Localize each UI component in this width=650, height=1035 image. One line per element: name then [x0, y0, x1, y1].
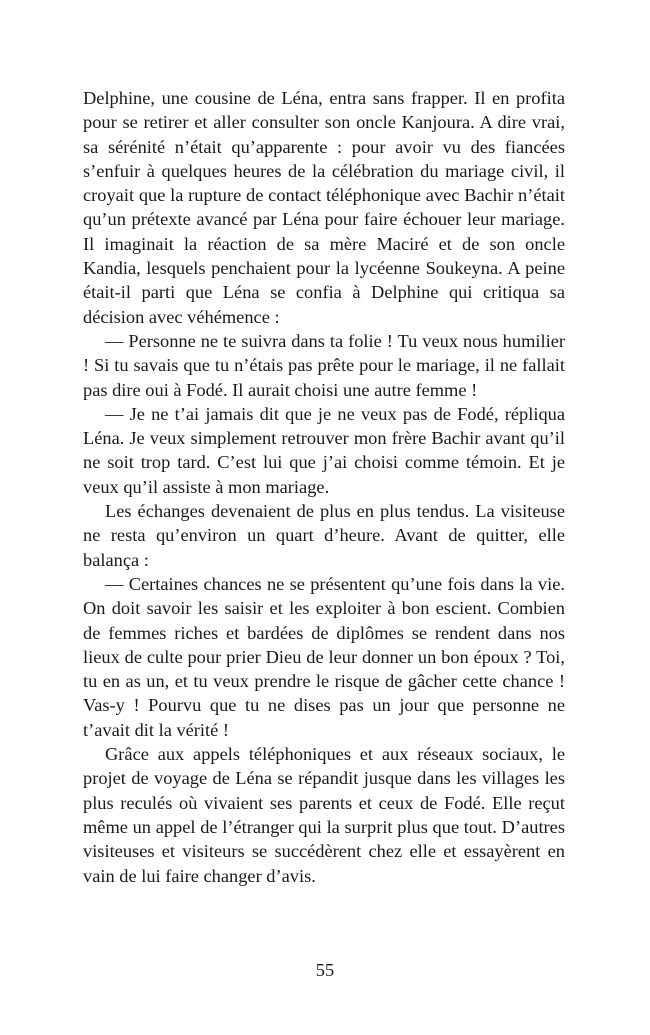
paragraph: Les échanges devenaient de plus en plus tendus. La visiteuse ne resta qu’environ un quart d’heure. Avant de quitter, elle balança :	[83, 501, 565, 570]
page-body	[83, 86, 565, 888]
paragraph: — Certaines chances ne se présentent qu’une fois dans la vie. On doit savoir les saisir et les exploiter à bon escient. Combien de femmes riches et bardées de diplômes se rendent dans nos lieux de culte pour prier Dieu de leur donner un bon époux ? Toi, tu en as un, et tu veux prendre le risque de gâcher cette chance ! Vas-y ! Pourvu que tu ne dises pas un jour que personne ne t’avait dit la vérité !	[83, 573, 565, 740]
paragraph: — Personne ne te suivra dans ta folie ! Tu veux nous humilier ! Si tu savais que tu n’étais pas prête pour le mariage, il ne fallait pas dire oui à Fodé. Il aurait choisi une autre femme !	[83, 330, 565, 400]
paragraph: Grâce aux appels téléphoniques et aux réseaux sociaux, le projet de voyage de Léna se répandit jusque dans les villages les plus reculés où vivaient ses parents et ceux de Fodé. Elle reçut même un appel de l’étranger qui la surprit plus que tout. D’autres visiteuses et visiteurs se succédèrent chez elle et essayèrent en vain de lui faire changer d’avis.	[83, 744, 565, 886]
paragraph: Delphine, une cousine de Léna, entra sans frapper. Il en profita pour se retirer et aller consulter son oncle Kanjoura. A dire vrai, sa sérénité n’était qu’apparente : pour avoir vu des fiancées s’enfuir à quelques heures de la célébration du mariage civil, il croyait que la rupture de contact téléphonique avec Bachir n’était qu’un prétexte avancé par Léna pour faire échouer leur mariage. Il imaginait la réaction de sa mère Maciré et de son oncle Kandia, lesquels penchaient pour la lycéenne Soukeyna. A peine était-il parti que Léna se confia à Delphine qui critiqua sa décision avec véhémence :	[83, 88, 565, 327]
paragraph: — Je ne t’ai jamais dit que je ne veux pas de Fodé, répliqua Léna. Je veux simplement retrouver mon frère Bachir avant qu’il ne soit trop tard. C’est lui que j’ai choisi comme témoin. Et je veux qu’il assiste à mon mariage.	[83, 403, 565, 497]
page-number: 55	[315, 960, 335, 980]
